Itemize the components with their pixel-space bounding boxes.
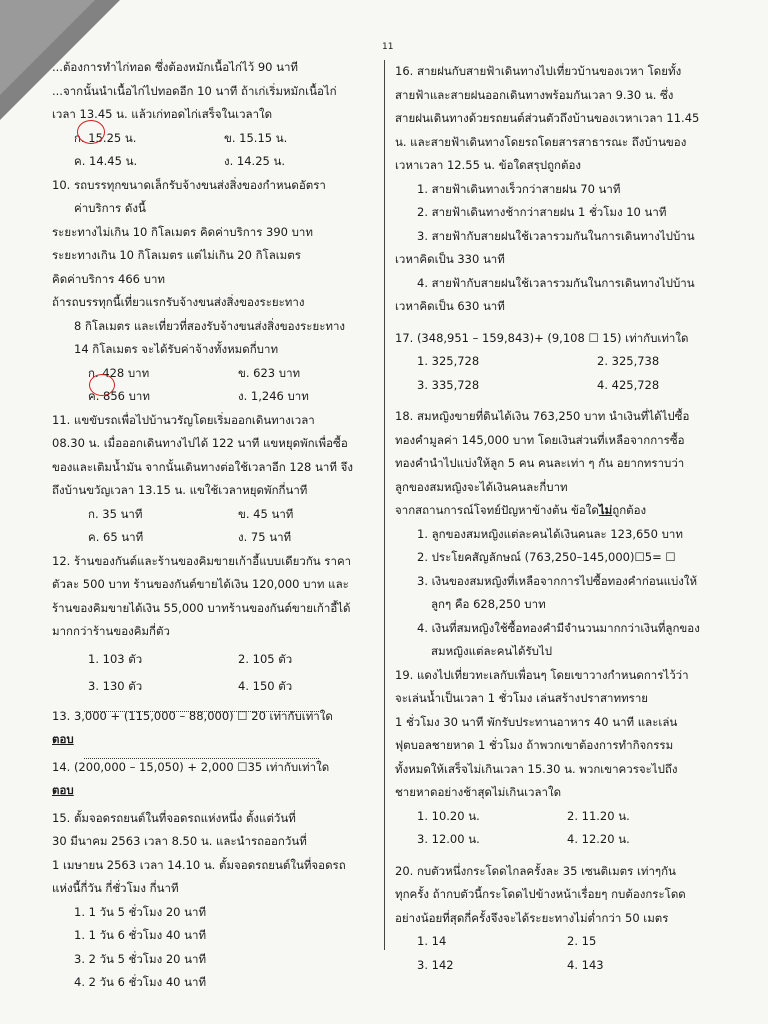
question-text: 11. แขขับรถเพื่อไปบ้านวรัญโดยเริ่มออกเดินทางเวลา <box>52 412 315 427</box>
question-text: ทุกครั้ง ถ้ากบตัวนี้กระโดดไปข้างหน้าเรื่อยๆ กบต้องกระโดด <box>395 887 686 901</box>
question-text: ค่าบริการ ดังนี้ <box>74 201 146 215</box>
option-c: ค. 65 นาที <box>88 530 144 544</box>
option-d: ง. 75 นาที <box>238 530 292 544</box>
option-3: 3. 142 <box>417 957 454 972</box>
option-d: ง. 1,246 บาท <box>238 389 309 403</box>
question-9 <box>52 56 374 174</box>
option-1: 1. 14 <box>417 934 447 948</box>
question-text: 15. ตั้มจอดรถยนต์ในที่จอดรถแห่งหนึ่ง ตั้งแต่วันที่ <box>52 810 296 825</box>
left-column <box>52 56 374 995</box>
question-text: ทองคำมูลค่า 145,000 บาท โดยเงินส่วนที่เหลือจากการซื้อ <box>395 432 685 447</box>
question-text: แห่งนี้กี่วัน กี่ชั่วโมง กี่นาที <box>52 881 179 895</box>
question-text: จะเล่นน้ำเป็นเวลา 1 ชั่วโมง เล่นสร้างปราสาททราย <box>395 691 649 705</box>
option-b: ข. 45 นาที <box>238 506 294 521</box>
question-11 <box>52 409 374 550</box>
option-a: ก. 35 นาที <box>88 506 143 521</box>
question-text: เวลา 13.45 น. แล้วเก่ทอดไก่เสร็จในเวลาใด <box>52 107 273 121</box>
option-1: 1. 103 ตัว <box>88 651 143 666</box>
question-text: ลูกของสมหญิงจะได้เงินคนละกี่บาท <box>395 479 568 494</box>
question-text: ถ้ารถบรรทุกนี้เที่ยวแรกรับจ้างขนส่งสิ่งของระยะทาง <box>52 295 305 309</box>
option-1: 1. 325,728 <box>417 354 480 368</box>
question-text: 17. (348,951 – 159,843)+ (9,108 ☐ 15) เท่ากับเท่าใด <box>395 330 689 345</box>
question-text: 8 กิโลเมตร และเที่ยวที่สองรับจ้างขนส่งสิ่งของระยะทาง <box>74 318 346 333</box>
question-text: 20. กบตัวหนึ่งกระโดดไกลครั้งละ 35 เซนติเมตร เท่าๆกัน <box>395 863 676 878</box>
option-4: 4. 12.20 น. <box>567 832 630 846</box>
option-1: 1. 10.20 น. <box>417 808 480 823</box>
question-12 <box>52 550 374 699</box>
question-19 <box>395 664 730 852</box>
option-4: 4. สายฟ้ากับสายฝนใช้เวลารวมกันในการเดินทางไปบ้าน <box>417 275 695 290</box>
option-4: 4. 143 <box>567 957 604 972</box>
question-text: อย่างน้อยที่สุดกี่ครั้งจึงจะได้ระยะทางไม่ต่ำกว่า 50 เมตร <box>395 910 669 925</box>
answer-circle-mark <box>89 374 115 396</box>
option-3: 3. 2 วัน 5 ชั่วโมง 20 นาที <box>74 951 207 966</box>
option-3: 3. เงินของสมหญิงที่เหลือจากการไปซื้อทองคำก่อนแบ่งให้ <box>417 573 698 588</box>
question-text: 18. สมหญิงขายที่ดินได้เงิน 763,250 บาท นำเงินที่ได้ไปซื้อ <box>395 409 690 423</box>
option-4: 4. เงินที่สมหญิงใช้ซื้อทองคำมีจำนวนมากกว่าเงินที่ลูกของ <box>417 620 700 635</box>
option-2: 2. 105 ตัว <box>238 651 293 666</box>
option-3-cont: เวหาคิดเป็น 330 นาที <box>395 252 505 266</box>
instruction-prefix: จากสถานการณ์โจทย์ปัญหาข้างต้น ข้อใด <box>395 503 599 517</box>
question-text: 14 กิโลเมตร จะได้รับค่าจ้างทั้งหมดกี่บาท <box>74 342 279 356</box>
option-d: ง. 14.25 น. <box>224 154 286 168</box>
instruction-emphasis: ไม่ <box>598 503 613 517</box>
option-b: ข. 623 บาท <box>238 365 301 380</box>
question-text: ชายหาดอย่างช้าสุดไม่เกินเวลาใด <box>395 785 562 799</box>
question-20 <box>395 860 730 978</box>
instruction-suffix: ถูกต้อง <box>612 503 647 517</box>
answer-circle-mark <box>77 120 105 144</box>
question-text: 12. ร้านของกันต์และร้านของคิมขายเก้าอี้แบบเดียวกัน ราคา <box>52 553 352 568</box>
option-2: 2. 11.20 น. <box>567 808 630 823</box>
option-3: 3. 335,728 <box>417 377 480 392</box>
question-18 <box>395 405 730 664</box>
column-divider <box>384 60 385 950</box>
question-text: ตัวละ 500 บาท ร้านของกันต์ขายได้เงิน 120,000 บาท และ <box>52 577 349 591</box>
option-1: 1. 1 วัน 5 ชั่วโมง 20 นาที <box>74 904 207 919</box>
question-text: เวหาเวลา 12.55 น. ข้อใดสรุปถูกต้อง <box>395 158 581 172</box>
question-15 <box>52 807 374 995</box>
option-2: 2. สายฟ้าเดินทางช้ากว่าสายฝน 1 ชั่วโมง 10 นาที <box>417 205 667 219</box>
option-a: ก. 428 บาท <box>88 365 150 380</box>
question-text: 1 ชั่วโมง 30 นาที พักรับประทานอาหาร 40 นาที และเล่น <box>395 714 678 729</box>
question-text: น. และสายฟ้าเดินทางโดยรถโดยสารสาธารณะ ถึงบ้านของ <box>395 134 687 149</box>
question-text: ระยะทางเกิน 10 กิโลเมตร แต่ไม่เกิน 20 กิโลเมตร <box>52 248 301 262</box>
right-column <box>395 60 730 977</box>
option-3: 3. สายฟ้ากับสายฝนใช้เวลารวมกันในการเดินทางไปบ้าน <box>417 228 695 243</box>
question-text: ...จากนั้นนำเนื้อไก่ไปทอดอีก 10 นาที ถ้าเก่เริ่มหมักเนื้อไก่ <box>52 83 337 98</box>
answer-label: ตอบ <box>52 732 74 746</box>
question-text: ระยะทางไม่เกิน 10 กิโลเมตร คิดค่าบริการ 390 บาท <box>52 224 313 239</box>
question-instruction <box>395 499 730 523</box>
option-c: ค. 856 บาท <box>88 389 150 403</box>
question-text: ร้านของคิมขายได้เงิน 55,000 บาทร้านของกันต์ขายเก้าอี้ได้ <box>52 600 351 615</box>
question-17 <box>395 327 730 398</box>
option-4-cont: เวหาคิดเป็น 630 นาที <box>395 299 505 313</box>
question-text: 14. (200,000 – 15,050) + 2,000 ☐35 เท่ากับเท่าใด <box>52 759 330 774</box>
question-text: 13. 3,000 + (115,000 – 88,000) ☐ 20 เท่ากับเท่าใด <box>52 708 333 723</box>
option-4: 4. 425,728 <box>597 377 660 392</box>
option-4: 4. 150 ตัว <box>238 679 293 693</box>
question-14 <box>52 756 374 803</box>
option-c: ค. 14.45 น. <box>74 154 138 168</box>
answer-line <box>84 758 319 759</box>
question-text: ของและเติมน้ำมัน จากนั้นเดินทางต่อใช้เวลาอีก 128 นาที จึง <box>52 459 353 474</box>
option-2: 2. ประโยคสัญลักษณ์ (763,250–145,000)☐5= ☐ <box>417 550 676 564</box>
option-4: 4. 2 วัน 6 ชั่วโมง 40 นาที <box>74 975 207 989</box>
question-text: 16. สายฝนกับสายฟ้าเดินทางไปเที่ยวบ้านของเวหา โดยทั้ง <box>395 64 682 78</box>
option-2: 2. 325,738 <box>597 354 660 368</box>
option-2: 2. 15 <box>567 934 597 948</box>
question-text: ...ต้องการทำไก่ทอด ซึ่งต้องหมักเนื้อไก่ไว้ 90 นาที <box>52 60 299 74</box>
question-text: ฟุตบอลชายหาด 1 ชั่วโมง ถ้าพวกเขาต้องการทำกิจกรรม <box>395 738 674 752</box>
option-1: 1. ลูกของสมหญิงแต่ละคนได้เงินคนละ 123,650 บาท <box>417 526 683 541</box>
option-3-cont: ลูกๆ คือ 628,250 บาท <box>431 597 546 611</box>
question-text: 19. แดงไปเที่ยวทะเลกับเพื่อนๆ โดยเขาวางกำหนดการไว้ว่า <box>395 667 689 682</box>
page-number: 11 <box>382 42 394 52</box>
answer-line <box>84 711 319 712</box>
option-b: ข. 15.15 น. <box>224 130 288 145</box>
question-text: 10. รถบรรทุกขนาดเล็กรับจ้างขนส่งสิ่งของกำหนดอัตรา <box>52 177 326 192</box>
option-a: ก. 15.25 น. <box>74 130 137 145</box>
question-text: ทองคำนำไปแบ่งให้ลูก 5 คน คนละเท่า ๆ กัน อยากทราบว่า <box>395 456 685 470</box>
option-4-cont: สมหญิงแต่ละคนได้รับไป <box>431 644 553 658</box>
question-16 <box>395 60 730 319</box>
answer-label: ตอบ <box>52 783 74 797</box>
option-1: 1. สายฟ้าเดินทางเร็วกว่าสายฝน 70 นาที <box>417 181 621 196</box>
question-text: ทั้งหมดให้เสร็จไม่เกินเวลา 15.30 น. พวกเขาควรจะไปถึง <box>395 761 678 776</box>
option-3: 3. 12.00 น. <box>417 832 480 846</box>
option-2: 1. 1 วัน 6 ชั่วโมง 40 นาที <box>74 928 207 942</box>
question-text: ถึงบ้านขวัญเวลา 13.15 น. แขใช้เวลาหยุดพักกี่นาที <box>52 483 308 497</box>
question-text: 1 เมษายน 2563 เวลา 14.10 น. ตั้มจอดรถยนต์ในที่จอดรถ <box>52 857 346 872</box>
question-text: สายฟ้าและสายฝนออกเดินทางพร้อมกันเวลา 9.30 น. ซึ่ง <box>395 87 674 102</box>
question-text: 30 มีนาคม 2563 เวลา 8.50 น. และนำรถออกวันที่ <box>52 834 307 848</box>
question-text: คิดค่าบริการ 466 บาท <box>52 271 165 286</box>
question-text: 08.30 น. เมื่อออกเดินทางไปได้ 122 นาที แขหยุดพักเพื่อซื้อ <box>52 436 348 450</box>
question-text: สายฝนเดินทางด้วยรถยนต์ส่วนตัวถึงบ้านของเวหาเวลา 11.45 <box>395 111 700 125</box>
option-3: 3. 130 ตัว <box>88 679 143 693</box>
question-text: มากกว่าร้านของคิมกี่ตัว <box>52 624 170 638</box>
